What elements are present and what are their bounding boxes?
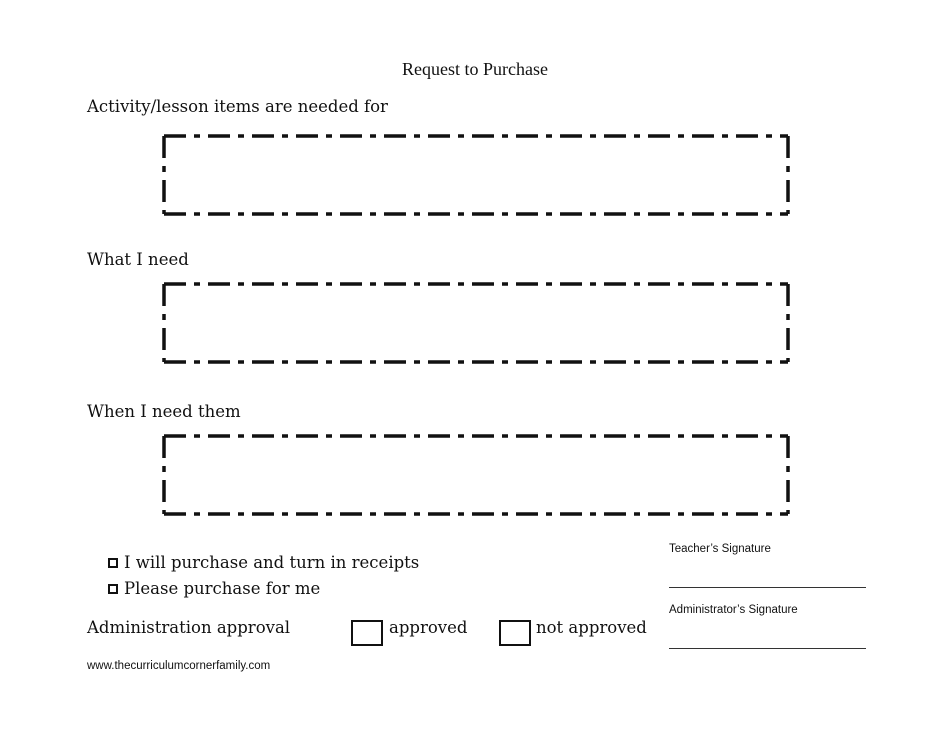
page-title: Request to Purchase xyxy=(402,59,548,79)
field-label-activity: Activity/lesson items are needed for xyxy=(87,97,388,116)
not-approved-checkbox[interactable] xyxy=(499,620,531,646)
field-box-what[interactable] xyxy=(160,280,792,366)
checkbox-icon[interactable] xyxy=(108,584,118,594)
footer-url: www.thecurriculumcornerfamily.com xyxy=(87,660,271,672)
checkbox-icon[interactable] xyxy=(108,558,118,568)
field-box-when[interactable] xyxy=(160,432,792,518)
admin-signature-line[interactable] xyxy=(669,648,866,649)
approved-checkbox[interactable] xyxy=(351,620,383,646)
approved-label: approved xyxy=(389,618,468,637)
field-label-when: When I need them xyxy=(87,402,241,421)
option-label: Please purchase for me xyxy=(124,579,321,598)
field-box-activity[interactable] xyxy=(160,132,792,218)
admin-signature-label: Administrator’s Signature xyxy=(669,604,798,616)
approval-label: Administration approval xyxy=(87,618,291,637)
option-purchase-for-me[interactable] xyxy=(108,579,320,598)
not-approved-label: not approved xyxy=(536,618,647,637)
field-label-what: What I need xyxy=(87,250,189,269)
teacher-signature-label: Teacher’s Signature xyxy=(669,543,771,555)
teacher-signature-line[interactable] xyxy=(669,587,866,588)
option-label: I will purchase and turn in receipts xyxy=(124,553,420,572)
option-self-purchase[interactable] xyxy=(108,553,419,572)
